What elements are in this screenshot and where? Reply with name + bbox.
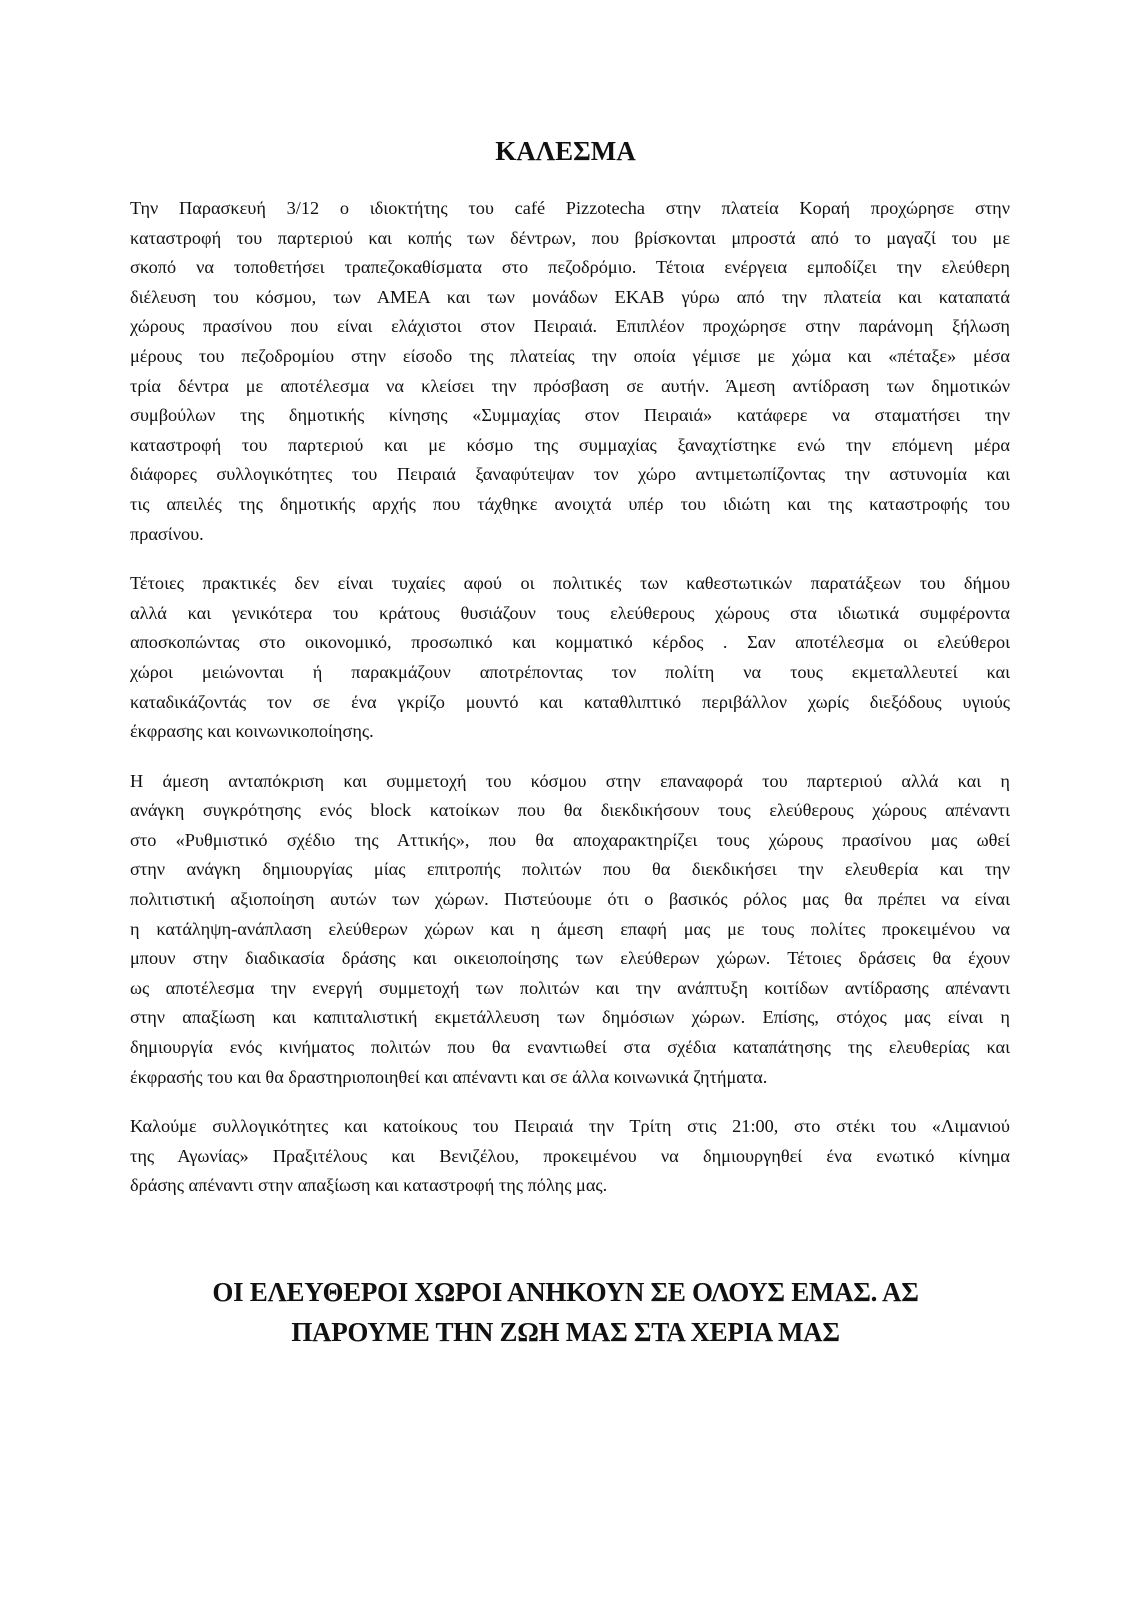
text-line: αποσκοπώντας στο οικονομικό, προσωπικό και κομματικό κέρδος . Σαν αποτέλεσμα οι ελεύθεροι xyxy=(130,632,1010,653)
text-line: καταστροφή του παρτεριού και κοπής των δέντρων, που βρίσκονται μπροστά από το μαγαζί του με xyxy=(130,227,1010,248)
text-line: ανάγκη συγκρότησης ενός block κατοίκων που θα διεκδικήσουν τους ελεύθερους χώρους απέναντι xyxy=(130,800,1010,821)
text-line: χώροι μειώνονται ή παρακμάζουν αποτρέποντας τον πολίτη να τους εκμεταλλευτεί και xyxy=(130,661,1010,682)
text-line: Η άμεση ανταπόκριση και συμμετοχή του κόσμου στην επαναφορά του παρτεριού αλλά και η xyxy=(130,770,1010,791)
text-line: τρία δέντρα με αποτέλεσμα να κλείσει την πρόσβαση σε αυτήν. Άμεση αντίδραση των δημοτικών xyxy=(130,375,1010,396)
paragraph-1 xyxy=(130,194,1010,549)
text-line: πολιτιστική αξιοποίηση αυτών των χώρων. Πιστεύουμε ότι ο βασικός ρόλος μας θα πρέπει να είναι xyxy=(130,889,1010,910)
paragraph-3 xyxy=(130,767,1010,1093)
text-line: δημιουργία ενός κινήματος πολιτών που θα εναντιωθεί στα σχέδια καταπάτησης της ελευθερίας και xyxy=(130,1037,1010,1058)
text-line: συμβούλων της δημοτικής κίνησης «Συμμαχίας στον Πειραιά» κατάφερε να σταματήσει την xyxy=(130,405,1010,426)
text-line: χώρους πρασίνου που είναι ελάχιστοι στον Πειραιά. Επιπλέον προχώρησε στην παράνομη ξήλωση xyxy=(130,316,1010,337)
text-line: της Αγωνίας» Πραξιτέλους και Βενιζέλου, προκειμένου να δημιουργηθεί ένα ενωτικό κίνημα xyxy=(130,1145,1010,1166)
text-line: Την Παρασκευή 3/12 ο ιδιοκτήτης του café Pizzotecha στην πλατεία Κοραή προχώρησε στην xyxy=(130,198,1010,218)
text-line: αλλά και γενικότερα του κράτους θυσιάζουν τους ελεύθερους χώρους στα ιδιωτικά συμφέροντα xyxy=(130,602,1010,623)
text-line: καταστροφή του παρτεριού και με κόσμο της συμμαχίας ξαναχτίστηκε ενώ την επόμενη μέρα xyxy=(130,434,1010,455)
document-title: ΚΑΛΕΣΜΑ xyxy=(495,136,636,166)
text-line: τις απειλές της δημοτικής αρχής που τάχθηκε ανοιχτά υπέρ του ιδιώτη και της καταστροφής του xyxy=(130,493,1010,514)
text-line: Τέτοιες πρακτικές δεν είναι τυχαίες αφού οι πολιτικές των καθεστωτικών παρατάξεων του δήμου xyxy=(130,573,1010,594)
text-line: η κατάληψη-ανάπλαση ελεύθερων χώρων και η άμεση επαφή μας με τους πολίτες προκειμένου να xyxy=(130,918,1010,939)
closing-slogan xyxy=(0,1272,1131,1352)
text-line: σκοπό να τοποθετήσει τραπεζοκαθίσματα στο πεζοδρόμιο. Τέτοια ενέργεια εμποδίζει την ελεύθερη xyxy=(130,257,1010,278)
text-line: διέλευση του κόσμου, των ΑΜΕΑ και των μονάδων ΕΚΑΒ γύρω από την πλατεία και καταπατά xyxy=(130,286,1010,307)
paragraph-4 xyxy=(130,1112,1010,1201)
text-line: δράσης απέναντι στην απαξίωση και καταστροφή της πόλης μας. xyxy=(130,1175,608,1196)
text-line: στην απαξίωση και καπιταλιστική εκμετάλλευση των δημόσιων χώρων. Επίσης, στόχος μας είναι η xyxy=(130,1007,1010,1028)
text-line: Καλούμε συλλογικότητες και κατοίκους του Πειραιά την Τρίτη στις 21:00, στο στέκι του «Λιμανιού xyxy=(130,1116,1010,1137)
text-line: στο «Ρυθμιστικό σχέδιο της Αττικής», που θα αποχαρακτηρίζει τους χώρους πρασίνου μας ωθεί xyxy=(130,829,1010,850)
text-line: μέρους του πεζοδρομίου στην είσοδο της πλατείας την οποία γέμισε με χώμα και «πέταξε» μέσα xyxy=(130,345,1010,366)
text-line: διάφορες συλλογικότητες του Πειραιά ξαναφύτεψαν τον χώρο αντιμετωπίζοντας την αστυνομία και xyxy=(130,464,1010,485)
text-line: στην ανάγκη δημιουργίας μίας επιτροπής πολιτών που θα διεκδικήσει την ελευθερία και την xyxy=(130,859,1010,880)
document-body xyxy=(130,194,1010,1221)
slogan-line-2: ΠΑΡΟΥΜΕ ΤΗΝ ΖΩΗ ΜΑΣ ΣΤΑ ΧΕΡΙΑ ΜΑΣ xyxy=(291,1317,840,1347)
slogan-line-1: ΟΙ ΕΛΕΥΘΕΡΟΙ ΧΩΡΟΙ ΑΝΗΚΟΥΝ ΣΕ ΟΛΟΥΣ ΕΜΑΣ. ΑΣ xyxy=(212,1277,919,1307)
text-line: ως αποτέλεσμα την ενεργή συμμετοχή των πολιτών και την ανάπτυξη κοιτίδων αντίδρασης απέναντι xyxy=(130,977,1010,998)
text-line: πρασίνου. xyxy=(130,523,204,544)
text-line: έκφρασης και κοινωνικοποίησης. xyxy=(130,721,374,742)
text-line: έκφρασής του και θα δραστηριοποιηθεί και απέναντι και σε άλλα κοινωνικά ζητήματα. xyxy=(130,1066,768,1087)
text-line: καταδικάζοντάς τον σε ένα γκρίζο μουντό και καταθλιπτικό περιβάλλον χωρίς διεξόδους υγιούς xyxy=(130,691,1010,712)
text-line: μπουν στην διαδικασία δράσης και οικειοποίησης των ελεύθερων χώρων. Τέτοιες δράσεις θα έχουν xyxy=(130,948,1010,969)
paragraph-2 xyxy=(130,569,1010,747)
